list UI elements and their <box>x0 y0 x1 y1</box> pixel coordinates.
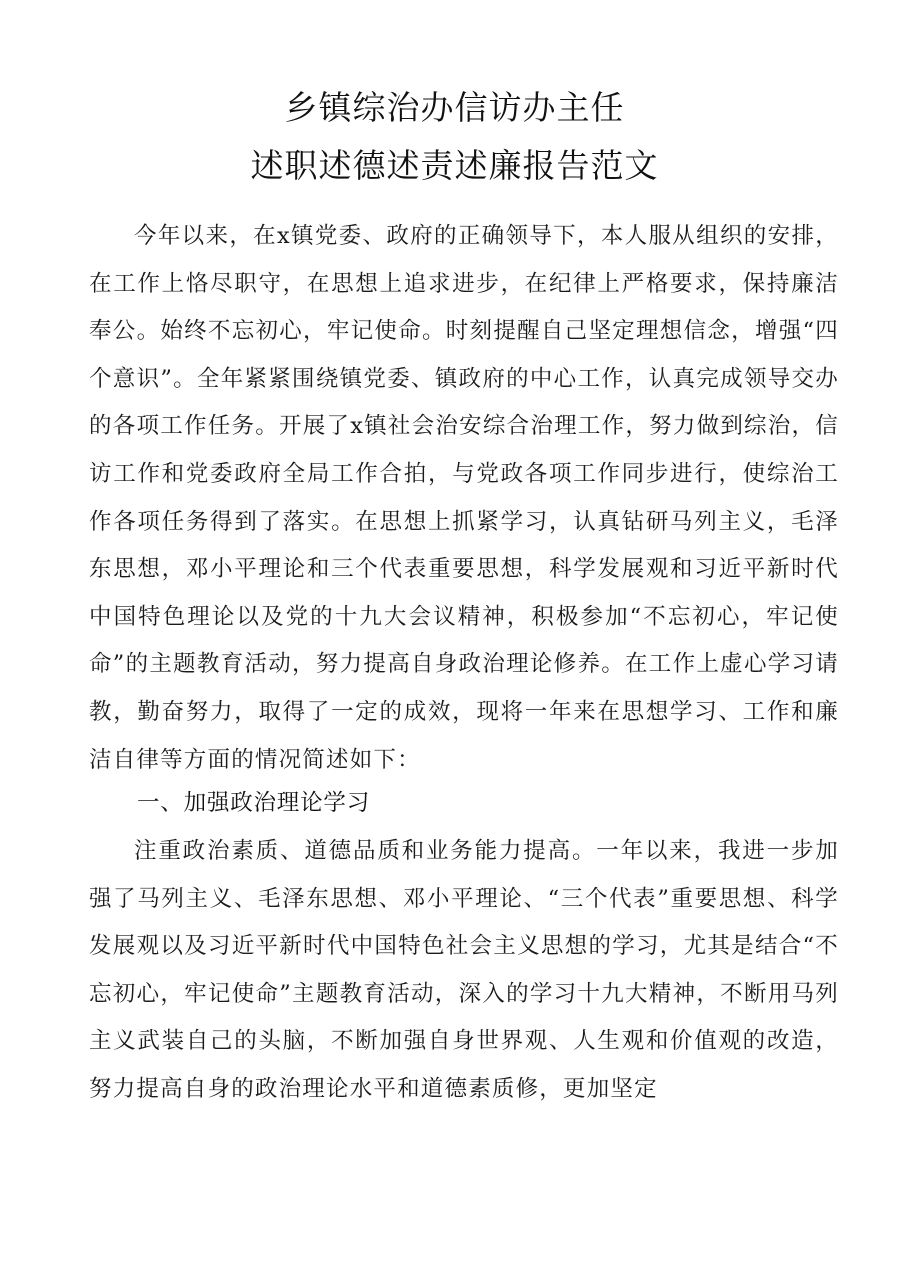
section-heading-1: 一、加强政治理论学习 <box>137 790 371 816</box>
intro-paragraph: 今年以来，在x镇党委、政府的正确领导下，本人服从组织的安排，在工作上恪尽职守，在思想上追求进步，在纪律上严格要求，保持廉洁奉公。始终不忘初心，牢记使命。时刻提醒自己坚定理想信念，增强“四个意识”。全年紧紧围绕镇党委、镇政府的中心工作，认真完成领导交办的各项工作任务。开展了x镇社会治安综合治理工作，努力做到综治，信访工作和党委政府全局工作合拍，与党政各项工作同步进行，使综治工作各项任务得到了落实。在思想上抓紧学习，认真钻研马列主义，毛泽东思想，邓小平理论和三个代表重要思想，科学发展观和习近平新时代中国特色理论以及党的十九大会议精神，积极参加“不忘初心，牢记使命”的主题教育活动，努力提高自身政治理论修养。在工作上虚心学习请教，勤奋努力，取得了一定的成效，现将一年来在思想学习、工作和廉洁自律等方面的情况简述如下： <box>89 223 839 773</box>
section-1-paragraph: 注重政治素质、道德品质和业务能力提高。一年以来，我进一步加强了马列主义、毛泽东思想、邓小平理论、“三个代表”重要思想、科学发展观以及习近平新时代中国特色社会主义思想的学习，尤其是结合“不忘初心，牢记使命”主题教育活动，深入的学习十九大精神，不断用马列主义武装自己的头脑，不断加强自身世界观、人生观和价值观的改造，努力提高自身的政治理论水平和道德素质修，更加坚定 <box>89 838 839 1102</box>
document-title-line-1: 乡镇综治办信访办主任 <box>284 88 625 127</box>
document-title-line-2: 述职述德述责述廉报告范文 <box>250 146 659 185</box>
